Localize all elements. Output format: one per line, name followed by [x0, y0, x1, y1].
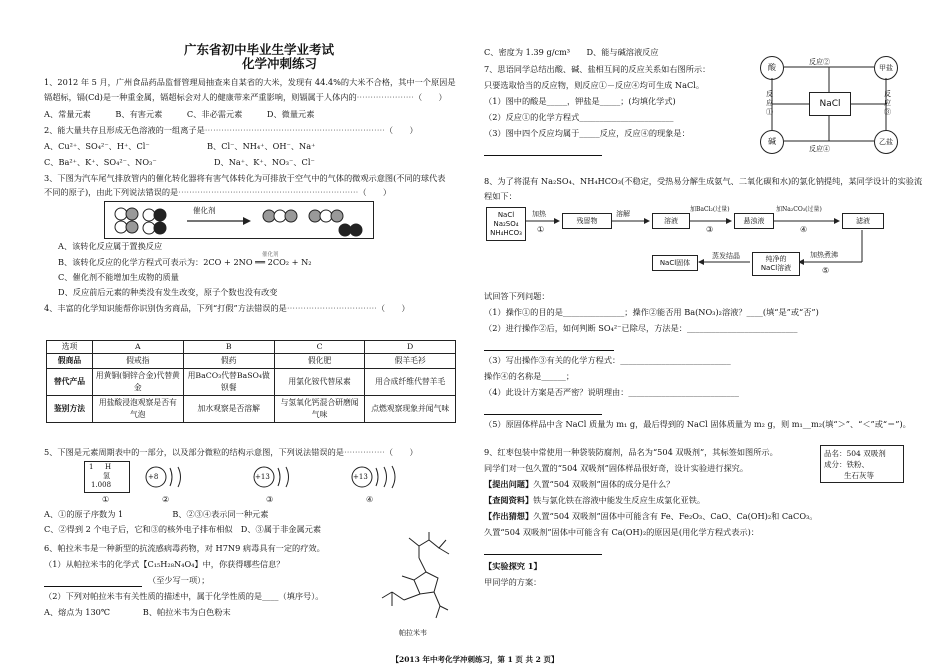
q2-options-1: A、Cu²⁺、SO₄²⁻、H⁺、Cl⁻ B、Cl⁻、NH₄⁺、OH⁻、Na⁺ — [44, 141, 316, 151]
table-cell: 假商品 — [47, 354, 93, 369]
table-row — [47, 369, 456, 396]
q8-answer-intro: 试回答下列问题： — [484, 291, 550, 301]
table-row — [47, 354, 456, 369]
table-cell: B — [183, 341, 274, 354]
q8-stem-1: 8、为了将混有 Na₂SO₄、NH₄HCO₃(不稳定，受热易分解生成氨气、二氧化碳和水)的氯化钠提纯，某同学设计的实验流 — [484, 176, 923, 186]
step-5-label: 加热煮沸 — [810, 251, 838, 259]
q6-options: A、熔点为 130℃ B、帕拉米韦为白色粉末 — [44, 607, 231, 617]
node-base: 碱 — [760, 130, 784, 154]
page-footer: 【2013 年中考化学冲刺练习，第 1 页 共 2 页】 — [391, 655, 559, 664]
q9-reference-text: 铁与氯化铁在溶液中能发生反应生成氯化亚铁。 — [533, 495, 706, 505]
q9-hypothesis — [484, 510, 818, 523]
q1-stem-2: 镉超标，镉(Cd)是一种重金属，镉超标会对人的健康带来严重影响，则镉属于人体内的⋯⋯⋯⋯⋯⋯⋯（ ） — [44, 92, 447, 102]
table-cell: 用黄铜(铜锌合金)代替黄金 — [92, 369, 183, 396]
periodic-table-cell — [84, 461, 130, 493]
table-cell: 鉴别方法 — [47, 396, 93, 423]
q8-answer-line-2 — [484, 402, 602, 415]
molecule-name: 帕拉米韦 — [399, 629, 427, 637]
flow-solution-box: 溶液 — [652, 213, 690, 229]
flow-pure-nacl-box — [752, 252, 800, 276]
q6-answer-line — [44, 574, 142, 587]
molecule-structure — [374, 528, 464, 632]
q3-option-d: D、反应前后元素的种类没有发生改变，原子个数也没有改变 — [58, 287, 278, 297]
flow-filtrate-box: 滤液 — [842, 213, 884, 229]
table-cell: 假化肥 — [274, 354, 365, 369]
table-cell: 用氯化铵代替尿素 — [274, 369, 365, 396]
q4-stem: 4、丰富的化学知识能帮你识别伪劣商品，下列“打假”方法错误的是⋯⋯⋯⋯⋯⋯⋯⋯⋯⋯⋯（ ） — [44, 303, 410, 313]
q6-options-cd: C、密度为 1.39 g/cm³ D、能与碱溶液反应 — [484, 47, 659, 57]
flow-suspension-box: 悬浊液 — [734, 213, 774, 229]
reaction-4-label: 反应④ — [809, 145, 830, 153]
q9-answer-line — [484, 542, 602, 555]
table-cell: 用合成纤维代替羊毛 — [365, 369, 456, 396]
q9-experiment-tag: 【实验探究 1】 — [484, 561, 542, 571]
q7-answer-line — [484, 143, 602, 156]
product-label-box — [820, 445, 904, 483]
flow-residue-box: 残留物 — [562, 213, 612, 229]
label-line: 成分：铁粉、 — [824, 460, 869, 469]
label-line: 品名：504 双吸剂 — [824, 449, 886, 458]
node-nacl: NaCl — [809, 92, 851, 116]
q5-options-1: A、①的原子序数为 1 B、②③④表示同一种元素 — [44, 509, 269, 519]
q3-stem-1: 3、下图为汽车尾气排放管内的催化转化器将有害气体转化为可排放于空气中的气体的微观示意图(不同的球代表 — [44, 173, 446, 183]
q6-sub-2: （2）下列对帕拉米韦有关性质的描述中，属于化学性质的是____（填序号）。 — [44, 591, 324, 601]
q8-answer-5: （5）原固体样品中含 NaCl 质量为 m₁ g，最后得到的 NaCl 固体质量为 m₂ g，则 m₁__m₂(填“＞”、“＜”或“＝”)。 — [484, 419, 911, 429]
step-3-label: 加BaCl₂(过量) — [690, 206, 730, 213]
q6-sub-1b: （至少写一项）； — [148, 575, 210, 585]
q5-options-2: C、②得到 2 个电子后，它和③的核外电子排布相似 D、③属于非金属元素 — [44, 524, 322, 534]
q9-reference — [484, 494, 705, 507]
q6-sub-1: （1）从帕拉米韦的化学式【C₁₅H₂₈N₄O₄】中，你获得哪些信息？ — [44, 559, 285, 569]
q9-stem-2: 同学们对一包久置的“504 双吸剂”固体样品很好奇，设计实验进行探究。 — [484, 463, 749, 473]
q5-stem: 5、下图是元素周期表中的一部分，以及部分微粒的结构示意图，下列说法错误的是⋯⋯⋯⋯⋯（ ） — [44, 447, 418, 457]
q4-table — [46, 340, 456, 423]
page-title: 广东省初中毕业生学业考试 — [184, 42, 335, 57]
label-2: ② — [162, 494, 170, 504]
q2-stem: 2、能大量共存且形成无色溶液的一组离子是⋯⋯⋯⋯⋯⋯⋯⋯⋯⋯⋯⋯⋯⋯⋯⋯⋯⋯⋯⋯⋯⋯（ ） — [44, 125, 418, 135]
q8-stem-2: 程如下： — [484, 191, 517, 201]
q9-hypothesis-text: 久置“504 双吸剂”固体中可能含有 Fe、Fe₂O₃、CaO、Ca(OH)₂和 CaCO₃。 — [533, 511, 818, 521]
q8-answer-3b: 操作④的名称是______； — [484, 371, 575, 381]
page-subtitle: 化学冲刺练习 — [242, 56, 318, 71]
label-3: ③ — [266, 494, 274, 504]
q7-sub-3: （3）图中四个反应均属于_____反应，反应④的现象是： — [484, 128, 690, 138]
table-cell: 假戒指 — [92, 354, 183, 369]
q2-options-2: C、Ba²⁺、K⁺、SO₄²⁻、NO₃⁻ D、Na⁺、K⁺、NO₃⁻、Cl⁻ — [44, 157, 315, 167]
step-4-number: ④ — [800, 225, 808, 234]
q3-molecules-svg — [105, 202, 373, 238]
table-cell: 选项 — [47, 341, 93, 354]
q9-question — [484, 478, 674, 491]
table-cell: 与氢氧化钙混合研磨闻气味 — [274, 396, 365, 423]
flow-pure-line: NaCl溶液 — [760, 264, 792, 272]
q3-option-b-condition: 催化剂 — [262, 252, 279, 258]
q9-question-text: 久置“504 双吸剂”固体的成分是什么？ — [533, 479, 675, 489]
q7-stem-1: 7、思语同学总结出酸、碱、盐相互间的反应关系如右图所示： — [484, 64, 711, 74]
tag-question: 【提出问题】 — [484, 479, 534, 489]
reaction-1-label: 反应① — [766, 90, 773, 116]
table-cell: D — [365, 341, 456, 354]
step-6-label: 蒸发结晶 — [712, 252, 740, 260]
flow-start-item: NH₄HCO₃ — [490, 228, 522, 237]
q6-stem: 6、帕拉米韦是一种新型的抗流感病毒药物，对 H7N9 病毒具有一定的疗效。 — [44, 543, 325, 553]
table-cell: 替代产品 — [47, 369, 93, 396]
q3-option-a: A、该转化反应属于置换反应 — [58, 241, 163, 251]
atomic-number: 1 — [89, 463, 94, 471]
q9-stem-1: 9、红枣包装中常使用一种袋装防腐剂，品名为“504 双吸剂”，其标签如图所示。 — [484, 447, 778, 457]
atomic-mass: 1.008 — [91, 481, 112, 489]
element-name: 氢 — [103, 472, 110, 480]
nucleus-3: +13 — [255, 473, 270, 481]
q7-stem-2: 只要选取恰当的反应物，则反应①－反应④均可生成 NaCl。 — [484, 80, 705, 90]
table-header-row — [47, 341, 456, 354]
reaction-2-label: 反应② — [809, 58, 830, 66]
table-cell: 点燃观察现象并闻气味 — [365, 396, 456, 423]
q3-catalyst-label: 催化剂 — [193, 206, 216, 215]
step-1-label: 加热 — [532, 210, 546, 218]
table-row — [47, 396, 456, 423]
q8-answer-line — [484, 338, 614, 351]
q7-sub-1: （1）图中的酸是_____，钾盐是_____；(均填化学式) — [484, 96, 676, 106]
flow-start-item: Na₂SO₄ — [493, 219, 519, 228]
table-cell: 加水观察是否溶解 — [183, 396, 274, 423]
q3-stem-2: 不同的原子)，由此下列说法错误的是⋯⋯⋯⋯⋯⋯⋯⋯⋯⋯⋯⋯⋯⋯⋯⋯⋯⋯⋯⋯⋯⋯（ ） — [44, 187, 392, 197]
q1-options: A、常量元素 B、有害元素 C、非必需元素 D、微量元素 — [44, 109, 315, 119]
node-salt-b: 乙盐 — [874, 130, 898, 154]
q9-reason: 久置“504 双吸剂”固体中可能含有 Ca(OH)₂的原因是(用化学方程式表示)： — [484, 527, 759, 537]
table-cell: 用盐酸浸泡观察是否有气泡 — [92, 396, 183, 423]
nucleus-4: +13 — [353, 473, 368, 481]
table-cell: 用BaCO₃代替BaSO₄做钡餐 — [183, 369, 274, 396]
step-2-label: 溶解 — [616, 210, 630, 218]
table-cell: 假药 — [183, 354, 274, 369]
q3-option-c: C、催化剂不能增加生成物的质量 — [58, 272, 179, 282]
label-1: ① — [102, 494, 110, 504]
q9-plan: 甲同学的方案： — [484, 577, 542, 587]
q8-answer-3: （3）写出操作③有关的化学方程式：___________________________ — [484, 355, 731, 365]
q8-answer-1: （1）操作①的目的是_______________；操作②能否用 Ba(NO₃)₂溶液？____(填“是”或“否”) — [484, 307, 819, 317]
step-3-number: ③ — [706, 225, 714, 234]
step-1-number: ① — [537, 225, 545, 234]
reaction-3-label: 反应③ — [884, 90, 891, 116]
flow-start-box — [486, 207, 526, 241]
label-line: 生石灰等 — [844, 471, 874, 480]
table-cell: 假羊毛衫 — [365, 354, 456, 369]
q3-option-b: B、该转化反应的化学方程式可表示为：2CO + 2NO ══ 2CO₂ + N₂ — [58, 257, 312, 267]
q8-answer-4: （4）此设计方案是否严密？说明理由：___________________________ — [484, 387, 739, 397]
q7-sub-2: （2）反应①的化学方程式_______________________ — [484, 112, 674, 122]
flow-start-item: NaCl — [497, 210, 515, 219]
table-cell: C — [274, 341, 365, 354]
atomic-structure-diagrams — [140, 462, 440, 496]
flow-pure-line: 纯净的 — [765, 255, 787, 263]
node-salt-a: 甲盐 — [874, 56, 898, 80]
q3-reaction-diagram — [104, 201, 374, 239]
label-4: ④ — [366, 494, 374, 504]
element-symbol: H — [105, 463, 112, 471]
flow-end-box: NaCl固体 — [652, 255, 698, 271]
table-cell: A — [92, 341, 183, 354]
tag-hypothesis: 【作出猜想】 — [484, 511, 534, 521]
node-acid: 酸 — [760, 56, 784, 80]
q1-stem-1: 1、2012 年 5 月，广州食品药品监督管理局抽查来自某省的大米，发现有 44.4%的大米不合格，其中一个原因是 — [44, 77, 456, 87]
q8-answer-2: （2）进行操作②后，如何判断 SO₄²⁻已除尽，方法是：___________________________ — [484, 323, 798, 333]
step-5-number: ⑤ — [822, 266, 830, 275]
step-4-label: 加Na₂CO₃(过量) — [776, 206, 822, 213]
nucleus-2: +8 — [148, 473, 159, 481]
tag-reference: 【查阅资料】 — [484, 495, 534, 505]
